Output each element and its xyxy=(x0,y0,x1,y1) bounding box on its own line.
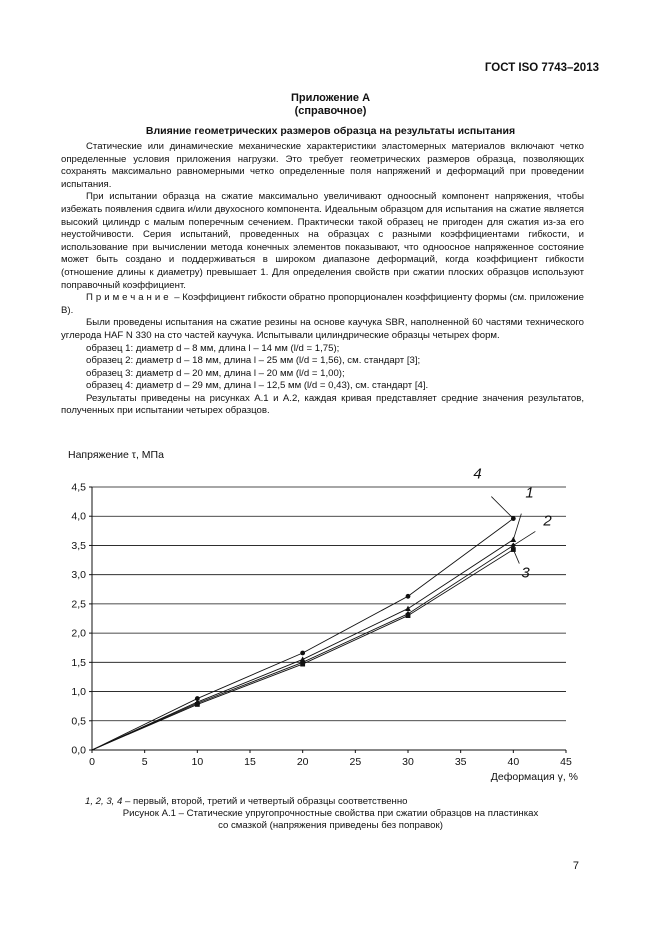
data-point-4 xyxy=(195,696,200,701)
data-point-3 xyxy=(406,613,411,618)
specimen-item: образец 2: диаметр d – 18 мм, длина l – 25 мм (l/d = 1,56), см. стандарт [3]; xyxy=(86,355,421,367)
figure-caption-line: со смазкой (напряжения приведены без поправок) xyxy=(218,820,443,832)
y-tick-label: 1,0 xyxy=(71,686,86,699)
figure-caption-line: Рисунок А.1 – Статические упругопрочностные свойства при сжатии образцов на пластинках xyxy=(122,808,539,819)
legend-caption xyxy=(85,796,408,808)
x-tick-label: 35 xyxy=(454,756,467,768)
annex-heading: Влияние геометрических размеров образца на результаты испытания xyxy=(145,125,516,137)
y-tick-label: 3,0 xyxy=(71,569,86,582)
x-tick-label: 10 xyxy=(191,756,204,768)
specimen-item: образец 4: диаметр d – 29 мм, длина l – 12,5 мм (l/d = 0,43), см. стандарт [4]. xyxy=(86,380,429,392)
y-tick-label: 2,0 xyxy=(71,627,86,640)
y-tick-label: 0,5 xyxy=(71,715,86,728)
legend-text: – первый, второй, третий и четвертый образцы соответственно xyxy=(122,796,408,807)
curve-label-1: 1 xyxy=(525,484,534,502)
y-tick-label: 0,0 xyxy=(71,744,86,757)
series-line-4 xyxy=(92,519,513,750)
note-text: – Коэффициент гибкости обратно пропорционален коэффициенту формы (см. приложение В). xyxy=(61,292,584,316)
y-tick-label: 4,0 xyxy=(71,510,86,523)
data-point-3 xyxy=(511,547,516,552)
x-axis-title: Деформация γ, % xyxy=(490,771,578,783)
data-point-4 xyxy=(406,594,411,599)
note xyxy=(61,292,584,317)
body-text xyxy=(61,141,584,418)
x-tick-label: 30 xyxy=(402,756,414,768)
leader-line-4 xyxy=(491,497,513,519)
x-tick-label: 5 xyxy=(141,756,148,768)
x-tick-label: 0 xyxy=(89,756,95,768)
x-tick-label: 15 xyxy=(244,756,256,768)
y-tick-label: 2,5 xyxy=(71,598,86,611)
standard-header: ГОСТ ISO 7743–2013 xyxy=(484,62,599,74)
paragraph: Статические или динамические механические характеристики эластомерных материалов включают четко определенные условия приложения нагрузки. Это требует геометрических размеров образца, позволяющих сохранять максимально равномерными четко определенные поля напряжений и деформаций при проведении испытания. xyxy=(61,141,584,190)
x-tick-label: 45 xyxy=(560,756,572,768)
chart-grid xyxy=(92,484,566,721)
leader-line-3 xyxy=(513,550,519,564)
y-tick-label: 4,5 xyxy=(71,481,86,494)
curve-label-3: 3 xyxy=(521,564,530,582)
paragraph: Были проведены испытания на сжатие резины на основе каучука SBR, наполненной 60 частями технического углерода HAF N 330 на сто частей каучука. Испытывали цилиндрические образцы четырех форм. xyxy=(61,317,584,341)
leader-line-2 xyxy=(513,531,535,545)
x-tick-label: 20 xyxy=(296,756,309,768)
y-tick-label: 1,5 xyxy=(71,656,86,669)
paragraph: Результаты приведены на рисунках А.1 и А.2, каждая кривая представляет средние значения результатов, полученных при испытании четырех образцов. xyxy=(61,392,584,417)
data-point-3 xyxy=(195,702,200,707)
specimen-item: образец 3: диаметр d – 20 мм, длина l – 20 мм (l/d = 1,00); xyxy=(86,367,345,379)
paragraph: При испытании образца на сжатие максимально увеличивают одноосный компонент напряжения, чтобы избежать появления сдвига и/или двухосного компонента. Идеальным образцом для испытания на сжатие является высокий цилиндр с малым поперечным сечением. Практически такой образец не пригоден для сжатия из-за его неустойчивости. Серия испытаний, проведенных на образцах с разными коэффициентами гибкости, и использование при вычислении метода конечных элементов показывают, что одноосное напряженное состояние может быть создано и поддерживаться в широком диапазоне деформаций, когда коэффициент гибкости (отношение длины к диаметру) превышает 1. Для определения свойств при сжатии плоских образцов используют поправочный коэффициент. xyxy=(61,191,584,291)
x-tick-label: 40 xyxy=(507,756,520,768)
note-label: Примечание xyxy=(86,292,172,304)
annex-title: Приложение А xyxy=(290,92,371,104)
series-line-1 xyxy=(92,540,513,750)
data-point-4 xyxy=(300,651,305,656)
x-tick-label: 25 xyxy=(349,756,362,768)
data-point-3 xyxy=(300,662,305,667)
data-point-1 xyxy=(405,606,411,611)
y-axis-title: Напряжение τ, МПа xyxy=(68,449,164,461)
y-tick-label: 3,5 xyxy=(71,539,86,552)
figure-caption xyxy=(0,808,661,832)
chart-axes xyxy=(92,484,566,750)
stress-strain-chart xyxy=(58,440,598,785)
curve-label-2: 2 xyxy=(543,512,552,530)
series-line-3 xyxy=(92,550,513,750)
annex-subtitle: (справочное) xyxy=(294,105,367,117)
legend-numbers: 1, 2, 3, 4 xyxy=(85,796,123,807)
curve-label-4: 4 xyxy=(473,465,482,483)
page-number: 7 xyxy=(572,860,579,872)
specimen-item: образец 1: диаметр d – 8 мм, длина l – 14 мм (l/d = 1,75); xyxy=(86,342,340,354)
